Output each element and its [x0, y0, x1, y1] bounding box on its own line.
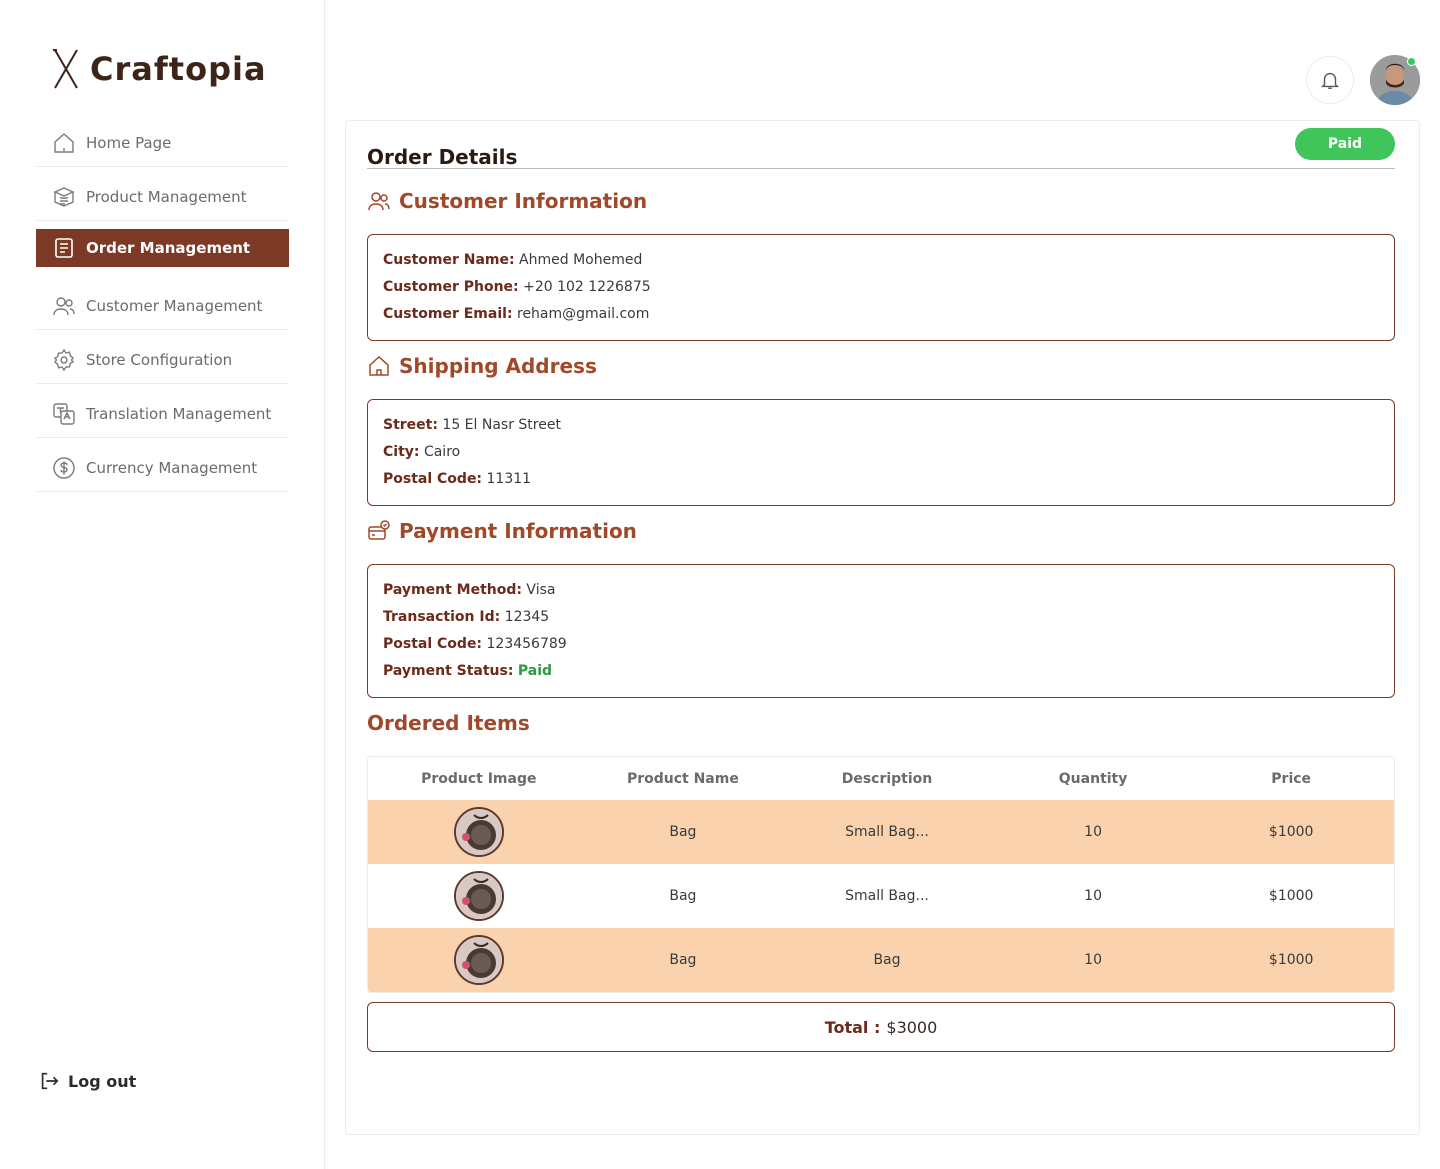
- column-header: Product Name: [626, 770, 739, 787]
- payment-method-value: Visa: [526, 582, 556, 598]
- payment-info-box: [367, 564, 1395, 698]
- payment-status-row: [383, 658, 1379, 685]
- dollar-icon: [52, 456, 76, 480]
- postal-code-row: [383, 466, 1379, 493]
- status-badge: Paid: [1295, 128, 1395, 160]
- page-title: Order Details: [367, 145, 518, 169]
- bell-icon: [1319, 69, 1341, 91]
- field-label: City:: [383, 444, 420, 460]
- table-header-row: [368, 757, 1394, 800]
- gear-icon: [52, 348, 76, 372]
- quantity-cell: 10: [1084, 888, 1102, 904]
- shipping-address-heading: [367, 354, 597, 378]
- table-row[interactable]: [368, 800, 1394, 864]
- sidebar-item-home-page[interactable]: [36, 120, 289, 167]
- ordered-items-heading: [367, 711, 530, 735]
- logo-icon: [52, 48, 80, 90]
- price-cell: $1000: [1268, 952, 1314, 968]
- product-name-cell: Bag: [669, 888, 697, 904]
- description-cell: Small Bag...: [845, 888, 929, 904]
- sidebar-item-label: Translation Management: [86, 405, 272, 423]
- translate-icon: [52, 402, 76, 426]
- users-icon: [367, 189, 391, 213]
- order-total-box: [367, 1002, 1395, 1052]
- product-name-cell: Bag: [669, 824, 697, 840]
- description-cell: Bag: [873, 952, 901, 968]
- customer-info-heading: [367, 189, 647, 213]
- column-header: Description: [841, 770, 933, 787]
- product-image-cell: [368, 935, 590, 985]
- postal-code-value: 11311: [486, 471, 532, 487]
- sidebar-item-store-configuration[interactable]: [36, 337, 289, 384]
- field-label: Customer Phone:: [383, 279, 519, 295]
- sidebar-item-order-management[interactable]: [36, 229, 289, 267]
- ordered-items-table: [367, 756, 1395, 993]
- transaction-id-row: [383, 604, 1379, 631]
- total-value: $3000: [886, 1017, 938, 1037]
- product-image: [454, 935, 504, 985]
- payment-info-heading: [367, 519, 637, 543]
- brand-name: Craftopia: [90, 50, 267, 88]
- city-row: [383, 439, 1379, 466]
- field-label: Payment Status:: [383, 663, 514, 679]
- street-value: 15 El Nasr Street: [442, 417, 561, 433]
- section-title-text: Shipping Address: [399, 354, 597, 378]
- payment-postal-code-value: 123456789: [486, 636, 567, 652]
- sidebar-item-customer-management[interactable]: [36, 283, 289, 330]
- payment-card-icon: [367, 519, 391, 543]
- table-row[interactable]: [368, 928, 1394, 992]
- field-label: Street:: [383, 417, 438, 433]
- field-label: Customer Email:: [383, 306, 513, 322]
- customer-name-value: Ahmed Mohemed: [519, 252, 643, 268]
- receipt-icon: [52, 236, 76, 260]
- payment-postal-code-row: [383, 631, 1379, 658]
- brand-logo[interactable]: [52, 48, 267, 90]
- field-label: Postal Code:: [383, 471, 483, 487]
- payment-status-value: Paid: [517, 663, 553, 679]
- logout-label: Log out: [68, 1071, 137, 1091]
- sidebar-item-label: Currency Management: [86, 459, 258, 477]
- field-label: Postal Code:: [383, 636, 483, 652]
- table-row[interactable]: [368, 864, 1394, 928]
- logout-icon: [38, 1070, 60, 1092]
- users-icon: [52, 294, 76, 318]
- description-cell: Small Bag...: [845, 824, 929, 840]
- price-cell: $1000: [1268, 824, 1314, 840]
- bag-product-image: [456, 937, 502, 983]
- quantity-cell: 10: [1084, 824, 1102, 840]
- price-cell: $1000: [1268, 888, 1314, 904]
- sidebar-item-label: Home Page: [86, 134, 172, 152]
- customer-name-row: [383, 247, 1379, 274]
- sidebar-item-label: Product Management: [86, 188, 247, 206]
- product-image-cell: [368, 871, 590, 921]
- sidebar-item-translation-management[interactable]: [36, 391, 289, 438]
- column-header: Product Image: [421, 770, 537, 787]
- field-label: Transaction Id:: [383, 609, 501, 625]
- transaction-id-value: 12345: [504, 609, 550, 625]
- sidebar-item-label: Order Management: [86, 239, 251, 257]
- notifications-button[interactable]: [1306, 56, 1354, 104]
- field-label: Payment Method:: [383, 582, 522, 598]
- bag-product-image: [456, 809, 502, 855]
- sidebar-item-currency-management[interactable]: [36, 445, 289, 492]
- quantity-cell: 10: [1084, 952, 1102, 968]
- sidebar-nav: [36, 120, 289, 499]
- customer-email-value: reham@gmail.com: [517, 306, 650, 322]
- field-label: Customer Name:: [383, 252, 515, 268]
- column-header: Price: [1271, 770, 1312, 787]
- product-name-cell: Bag: [669, 952, 697, 968]
- payment-method-row: [383, 577, 1379, 604]
- product-image: [454, 871, 504, 921]
- city-value: Cairo: [423, 444, 461, 460]
- section-title-text: Ordered Items: [367, 711, 530, 735]
- sidebar-item-label: Customer Management: [86, 297, 263, 315]
- customer-email-row: [383, 301, 1379, 328]
- logout-button[interactable]: [38, 1070, 136, 1092]
- order-details-card: [345, 120, 1420, 1135]
- shipping-address-box: [367, 399, 1395, 506]
- section-title-text: Payment Information: [399, 519, 637, 543]
- customer-info-box: [367, 234, 1395, 341]
- online-status-dot: [1407, 57, 1416, 66]
- sidebar-item-product-management[interactable]: [36, 174, 289, 221]
- bag-product-image: [456, 873, 502, 919]
- section-title-text: Customer Information: [399, 189, 648, 213]
- card-header: [367, 131, 1395, 169]
- customer-phone-value: +20 102 1226875: [523, 279, 651, 295]
- home-icon: [52, 131, 76, 155]
- home-icon: [367, 354, 391, 378]
- box-icon: [52, 185, 76, 209]
- product-image: [454, 807, 504, 857]
- total-label: Total :: [824, 1017, 881, 1037]
- column-header: Quantity: [1058, 770, 1128, 787]
- street-row: [383, 412, 1379, 439]
- product-image-cell: [368, 807, 590, 857]
- customer-phone-row: [383, 274, 1379, 301]
- sidebar: [0, 0, 325, 1169]
- sidebar-item-label: Store Configuration: [86, 351, 233, 369]
